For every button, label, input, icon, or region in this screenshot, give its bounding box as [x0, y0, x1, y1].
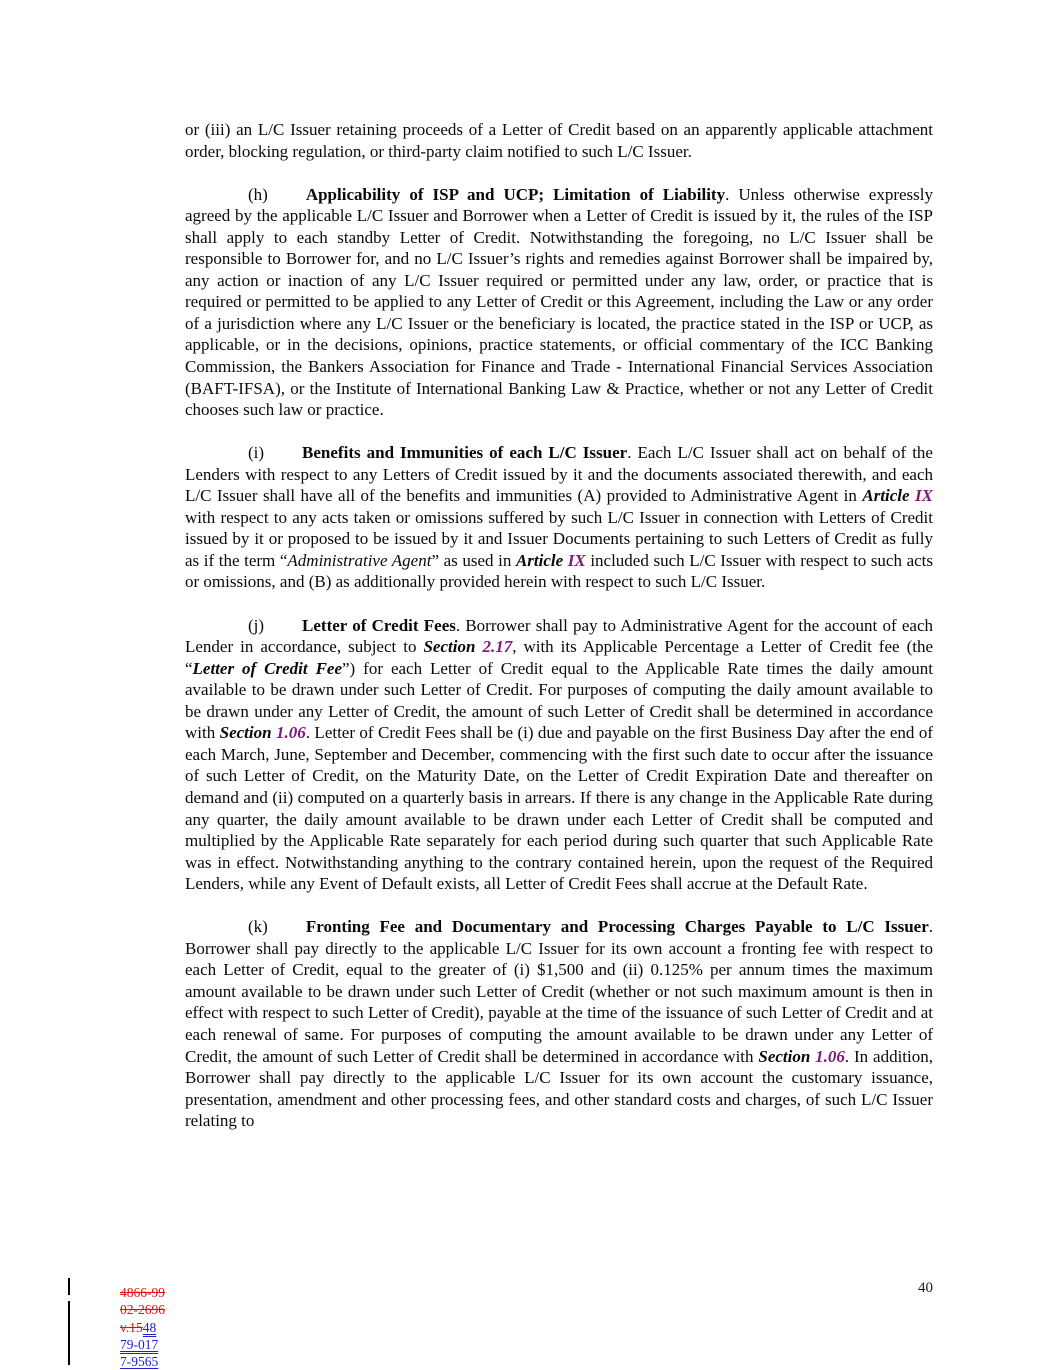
text-run: IX [915, 486, 933, 506]
text-run: Section [423, 637, 483, 657]
page-number: 40 [918, 1280, 933, 1296]
text-run: IX [567, 550, 586, 570]
doc-id-line [120, 1336, 165, 1353]
text-run: 4866-99 [120, 1285, 165, 1300]
text-run: . Borrower shall pay to Administrative Agent for the account of each Lender in accordance, subject to [185, 615, 933, 657]
paragraph [185, 442, 933, 593]
text-run: with respect to any acts taken or omissions suffered by such L/C Issuer in connection with Letters of Credit issued by it or proposed to be issued by it and Issuer Documents pertaining to such Letters of Credit as fully as if the term “ [185, 507, 933, 570]
doc-id-line [120, 1319, 165, 1336]
paragraph [185, 184, 933, 421]
text-run: . Borrower shall pay directly to the applicable L/C Issuer for its own account a fronting fee with respect to each Letter of Credit, equal to the greater of (i) $1,500 and (ii) 0.125% per annum times the maximum amount available to be drawn under such Letter of Credit (whether or not such maximum amount is then in effect with respect to such Letter of Credit), payable at the time of the issuance of such Letter of Credit and at each renewal of same. For purposes of computing the amount available to be drawn under any Letter of Credit, the amount of such Letter of Credit shall be determined in accordance with [185, 917, 933, 1066]
change-bar [68, 1278, 70, 1295]
paragraph [185, 916, 933, 1131]
text-run: (h) [248, 184, 268, 204]
text-run: 79-017 [120, 1336, 159, 1352]
text-run: (k) [248, 917, 268, 937]
paragraph [185, 119, 933, 162]
change-bar [68, 1301, 70, 1365]
text-run: Article [862, 486, 916, 506]
text-run: 1.06 [276, 723, 306, 743]
text-run: Section [219, 723, 277, 743]
text-run: 2.17 [482, 637, 513, 657]
text-run: Fronting Fee and Documentary and Processing Charges Payable to L/C Issuer [305, 917, 929, 937]
doc-id-block [120, 1284, 165, 1370]
text-run: 7-9565 [120, 1354, 159, 1370]
doc-id-line [120, 1284, 165, 1301]
text-run: . In addition, Borrower shall pay directly to the applicable L/C Issuer for its own account the customary issuance, presentation, amendment and other processing fees, and other standard costs and charges, of such L/C Issuer relating to [185, 1046, 933, 1131]
text-run: (j) [248, 615, 265, 635]
text-run: (i) [248, 443, 265, 463]
text-run: included such L/C Issuer with respect to such acts or omissions, and (B) as additionally provided herein with respect to such L/C Issuer. [185, 550, 934, 592]
text-run: Letter of Credit Fees [302, 615, 456, 635]
doc-id-line [120, 1353, 165, 1370]
text-run: Article [515, 550, 568, 570]
text-run: Administrative Agent [287, 550, 432, 570]
text-run: 1.06 [815, 1046, 845, 1066]
text-run: Applicability of ISP and UCP; Limitation of Liability [305, 184, 726, 204]
text-run: or (iii) an L/C Issuer retaining proceeds of a Letter of Credit based on an apparently applicable attachment order, blocking regulation, or third-party claim notified to such L/C Issuer. [185, 120, 933, 161]
document-body [185, 119, 933, 1153]
text-run: . Each L/C Issuer shall act on behalf of the Lenders with respect to any Letters of Credit issued by it and the documents associated therewith, and each L/C Issuer shall have all of the benefits and immunities (A) provided to Administrative Agent in [185, 443, 933, 506]
text-run: . Unless otherwise expressly agreed by the applicable L/C Issuer and Borrower when a Letter of Credit is issued by it, the rules of the ISP shall apply to each standby Letter of Credit. Notwithstanding the foregoing, no L/C Issuer shall be responsible to Borrower for, and no L/C Issuer’s rights and remedies against Borrower shall be impaired by, any action or inaction of any L/C Issuer required or permitted under any law, order, or practice that is required or permitted to be applied to any Letter of Credit or this Agreement, including the Law or any order of a jurisdiction where any L/C Issuer or the beneficiary is located, the practice stated in the ISP or UCP, as applicable, or in the decisions, opinions, practice statements, or official commentary of the ICC Banking Commission, the Bankers Association for Finance and Trade - International Financial Services Association (BAFT-IFSA), or the Institute of International Banking Law & Practice, whether or not any Letter of Credit chooses such law or practice. [185, 184, 934, 420]
text-run: ” as used in [431, 550, 516, 570]
text-run: v.15 [120, 1319, 143, 1335]
text-run: 48 [142, 1319, 157, 1335]
doc-id-line [120, 1301, 165, 1318]
text-run: ”) for each Letter of Credit equal to the Applicable Rate times the daily amount available to be drawn under such Letter of Credit. For purposes of computing the daily amount available to be drawn under any Letter of Credit, the amount of such Letter of Credit shall be determined in accordance with [185, 658, 933, 743]
text-run: . Letter of Credit Fees shall be (i) due and payable on the first Business Day after the end of each March, June, September and December, commencing with the first such date to occur after the issuance of such Letter of Credit, on the Maturity Date, on the Letter of Credit Expiration Date and thereafter on demand and (ii) computed on a quarterly basis in arrears. If there is any change in the Applicable Rate during any quarter, the daily amount available to be drawn under each Letter of Credit shall be computed and multiplied by the Applicable Rate separately for each period during such quarter that such Applicable Rate was in effect. Notwithstanding anything to the contrary contained herein, upon the request of the Required Lenders, while any Event of Default exists, all Letter of Credit Fees shall accrue at the Default Rate. [185, 723, 933, 894]
paragraph [185, 615, 933, 895]
text-run: Benefits and Immunities of each L/C Issuer [302, 443, 628, 463]
text-run: 02-2696 [120, 1302, 165, 1318]
text-run: Section [758, 1046, 816, 1066]
text-run: , with its Applicable Percentage a Letter of Credit fee (the “ [185, 637, 933, 678]
text-run: Letter of Credit Fee [192, 658, 342, 678]
